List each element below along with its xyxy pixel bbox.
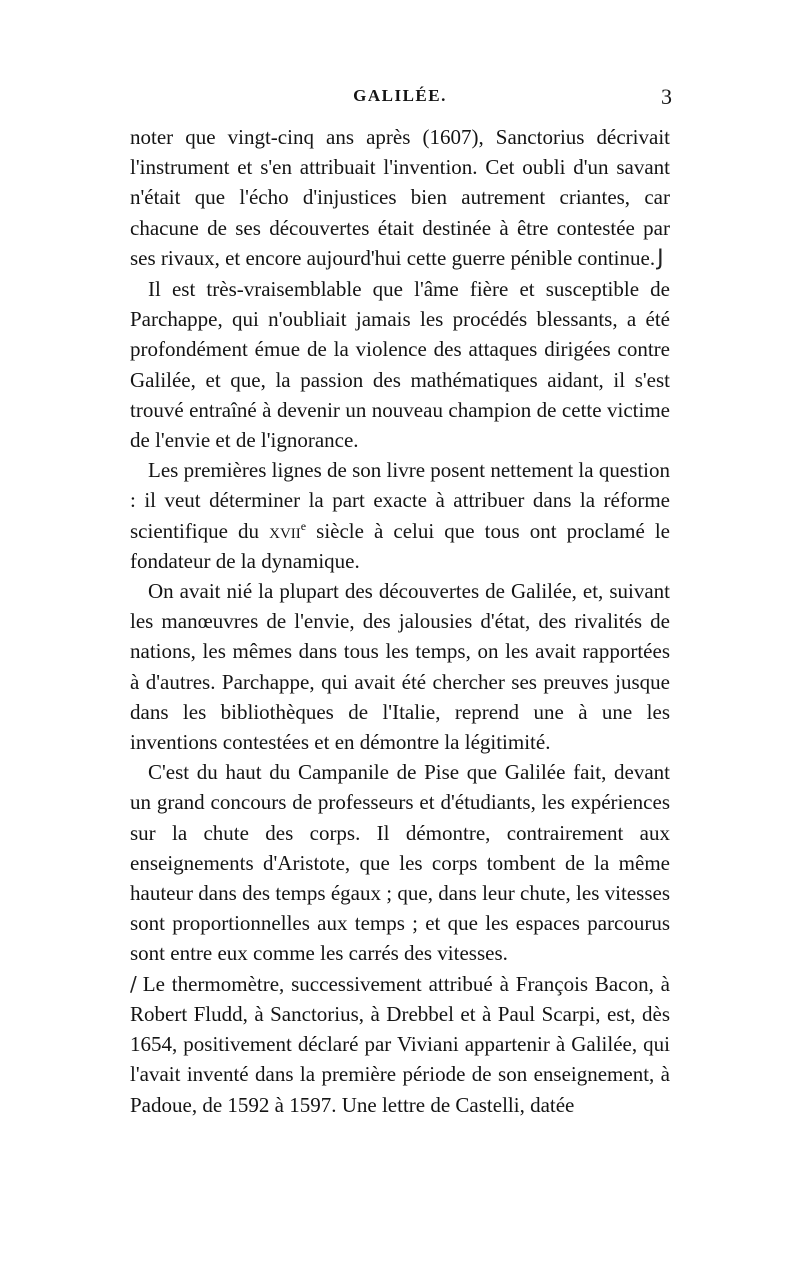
paragraph-6 (130, 969, 670, 1120)
paragraph-1 (130, 122, 670, 274)
pen-mark-margin: / (130, 971, 137, 996)
paragraph-6-text: Le thermomètre, successivement attribué à François Bacon, à Robert Fludd, à Sanctorius, à Drebbel et à Paul Scarpi, est, dès 1654, positivement déclaré par Viviani appartenir à Galilée, qui l'avait inventé dans la première période de son enseignement, à Padoue, de 1592 à 1597. Une lettre de Castelli, datée (130, 971, 670, 1117)
body-text (130, 122, 670, 1120)
century-numeral: xvii (269, 518, 301, 543)
century-superscript: e (300, 518, 307, 533)
running-head (130, 86, 670, 116)
page-number: 3 (661, 84, 672, 109)
paragraph-2: Il est très-vraisemblable que l'âme fière et susceptible de Parchappe, qui n'oubliait jamais les procédés blessants, a été profondément émue de la violence des attaques dirigées contre Galilée, et que, la passion des mathématiques aidant, il s'est trouvé entraîné à devenir un nouveau champion de cette victime de l'envie et de l'ignorance. (130, 277, 670, 453)
paragraph-3-text-end: siècle à celui que tous ont proclamé le fondateur de la dynamique. (130, 518, 670, 573)
paragraph-5: C'est du haut du Campanile de Pise que Galilée fait, devant un grand concours de professeurs et d'étudiants, les expériences sur la chute des corps. Il démontre, contrairement aux enseignements d'Aristote, que les corps tombent de la même hauteur dans des temps égaux ; que, dans leur chute, les vitesses sont proportionnelles aux temps ; et que les espaces parcourus sont entre eux comme les carrés des vitesses. (130, 760, 670, 966)
paragraph-3-text-start: Les premières lignes de son livre posent nettement la question : il veut déterminer la part exacte à attribuer dans la réforme scientifique du (130, 458, 670, 543)
paragraph-1-text: noter que vingt-cinq ans après (1607), Sanctorius décrivait l'instrument et s'en attribuait l'invention. Cet oubli d'un savant n'était que l'écho d'injustices bien autrement criantes, car chacune de ses découvertes était destinée à être contestée par ses rivaux, et encore aujourd'hui cette guerre pénible continue. (130, 125, 670, 270)
paragraph-3 (130, 455, 670, 576)
running-title: GALILÉE. (353, 86, 447, 105)
pen-mark: J (657, 245, 664, 271)
paragraph-4: On avait nié la plupart des découvertes de Galilée, et, suivant les manœuvres de l'envie, des jalousies d'état, des rivalités de nations, les mêmes dans tous les temps, on les avait rapportées à d'autres. Parchappe, qui avait été chercher ses preuves jusque dans les bibliothèques de l'Italie, reprend une à une les inventions contestées et en démontre la légitimité. (130, 579, 670, 755)
